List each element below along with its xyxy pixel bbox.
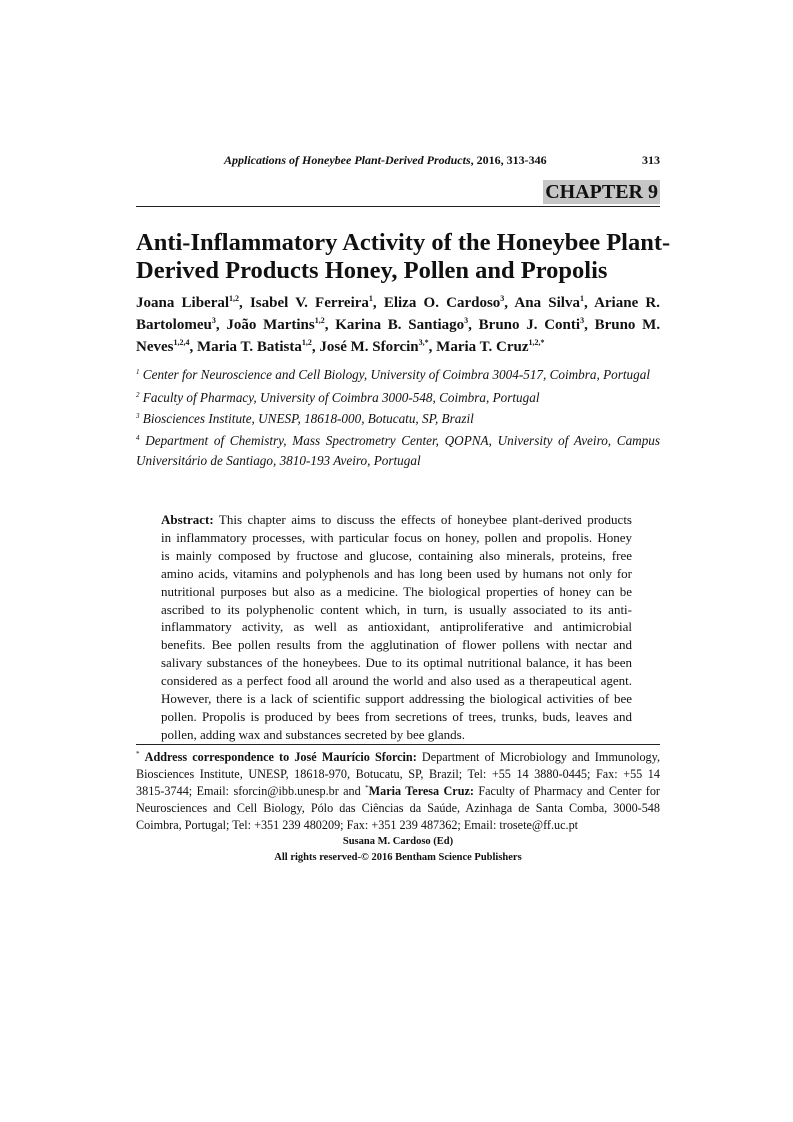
affiliation — [136, 432, 660, 450]
footnote-text: Department of Microbiology and Immunology, — [416, 750, 661, 764]
abstract-text: ascribed to its polyphenolic content which, in turn, is usually associated to its anti- — [161, 601, 632, 617]
affiliation-marker: 3 — [580, 316, 585, 325]
abstract-text: pollen. Propolis is produced by bees from secretions of trees, trunks, buds, leaves and — [161, 708, 632, 724]
author-name: José M. Sforcin — [319, 339, 419, 355]
author-name: Bruno J. Conti — [478, 317, 581, 333]
abstract-line — [161, 636, 632, 654]
affiliation — [136, 366, 650, 384]
abstract-line — [161, 565, 632, 583]
affiliation-marker: 1 — [579, 294, 584, 303]
abstract-text: in inflammatory processes, with particular focus on honey, pollen and propolis. Honey — [161, 529, 632, 545]
correspondence-label: Address correspondence to José Maurício Sforcin: — [144, 750, 417, 764]
book-details: , 2016, 313-346 — [470, 153, 547, 167]
footnote-text: Faculty of Pharmacy and Center for — [473, 784, 660, 798]
abstract-line — [161, 583, 632, 601]
abstract-line — [161, 672, 632, 690]
copyright: All rights reserved-© 2016 Bentham Science Publishers — [274, 852, 522, 863]
affiliation-marker: 3 — [500, 294, 505, 303]
footnote-divider — [136, 744, 660, 745]
affiliation-text: Faculty of Pharmacy, University of Coimbra 3000-548, Coimbra, Portugal — [142, 390, 540, 405]
abstract-text: considered as a perfect food all around the world and also used as a therapeutical agent. — [161, 673, 632, 689]
footnote-text: 3815-3744; Email: sforcin@ibb.unesp.br and — [136, 784, 366, 798]
affiliation-marker: 1,2 — [301, 338, 312, 347]
affiliation-continued: Universitário de Santiago, 3810-193 Aveiro, Portugal — [136, 453, 421, 468]
chapter-title-line: Anti-Inflammatory Activity of the Honeybee Plant- — [136, 229, 671, 256]
separator: , — [239, 295, 250, 311]
footnote-line: Coimbra, Portugal; Tel: +351 239 480209; Fax: +351 239 487362; Email: trosete@ff.uc.pt — [136, 818, 579, 832]
affiliation-marker: 3,* — [418, 338, 429, 347]
abstract-line — [161, 601, 632, 619]
affiliation-marker: 1,2 — [314, 316, 325, 325]
separator: , — [189, 339, 197, 355]
separator: , — [583, 295, 595, 311]
author-name: Neves — [136, 339, 174, 355]
affiliation-text: Biosciences Institute, UNESP, 18618-000, Botucatu, SP, Brazil — [142, 411, 474, 426]
author-name: Maria T. Cruz — [436, 339, 529, 355]
footnote-line — [136, 783, 660, 799]
author-line — [136, 337, 660, 357]
author-name: Maria T. Batista — [197, 339, 302, 355]
author-name: Ariane R. — [594, 295, 660, 311]
abstract-line — [161, 618, 632, 636]
abstract-line — [161, 726, 632, 744]
separator: , — [372, 295, 384, 311]
abstract-line — [161, 511, 632, 529]
abstract-label: Abstract: — [161, 512, 214, 527]
affiliation-marker: 1,2,* — [528, 338, 545, 347]
separator: , — [468, 317, 479, 333]
separator: , — [215, 317, 227, 333]
abstract-line — [161, 690, 632, 708]
abstract-line — [161, 547, 632, 565]
abstract-text: nutritional purposes but also as a medicine. The biological properties of honey can be — [161, 583, 632, 599]
abstract-line — [161, 708, 632, 726]
abstract-text: pollen, adding wax and substances secreted by bee glands. — [161, 726, 465, 742]
affiliation-marker: 3 — [211, 316, 216, 325]
abstract-text: This chapter aims to discuss the effects of honeybee plant-derived products — [213, 512, 632, 527]
separator: , — [584, 317, 595, 333]
separator: , — [311, 339, 320, 355]
affiliation-marker: 1,2,4 — [173, 338, 190, 347]
footnote-line: Biosciences Institute, UNESP, 18618-970, Botucatu, SP, Brazil; Tel: +55 14 3880-0445; Fax: +55 14 — [136, 767, 660, 781]
author-name: Ana Silva — [514, 295, 580, 311]
author-line — [136, 293, 660, 313]
footnote-marker: * — [136, 750, 140, 758]
author-name: Isabel V. Ferreira — [249, 295, 369, 311]
affiliation-marker: 3 — [464, 316, 469, 325]
affiliation-number: 2 — [136, 391, 140, 399]
separator: , — [504, 295, 515, 311]
footnote-line — [136, 749, 660, 765]
affiliation-number: 3 — [136, 412, 140, 420]
author-name: Eliza O. Cardoso — [383, 295, 501, 311]
separator: , — [324, 317, 336, 333]
affiliation — [136, 410, 474, 428]
author-name: Karina B. Santiago — [335, 317, 465, 333]
author-name: Joana Liberal — [136, 295, 230, 311]
page-number: 313 — [642, 153, 660, 167]
abstract-text: inflammatory activity, as well as antioxidant, antiproliferative and antimicrobial — [161, 619, 632, 635]
correspondence-label: Maria Teresa Cruz: — [368, 784, 474, 798]
abstract-line — [161, 529, 632, 547]
abstract-text: benefits. Bee pollen results from the agglutination of flower pollens with nectar and — [161, 637, 632, 653]
footnote-line: Neurosciences and Cell Biology, Pólo das Ciências da Saúde, Azinhaga de Santa Comba, 3000-548 — [136, 801, 660, 815]
author-name: João Martins — [226, 317, 315, 333]
abstract-text: However, there is a lack of scientific support addressing the biological activities of bee — [161, 691, 632, 706]
abstract-line — [161, 654, 632, 672]
chapter-title-line: Derived Products Honey, Pollen and Propolis — [136, 257, 608, 284]
affiliation — [136, 389, 540, 407]
footnote-marker: * — [365, 784, 369, 792]
separator: , — [428, 339, 437, 355]
book-title: Applications of Honeybee Plant-Derived Products — [224, 153, 471, 167]
chapter-label: CHAPTER 9 — [545, 181, 658, 203]
affiliation-number: 1 — [136, 368, 140, 376]
author-name: Bruno M. — [594, 317, 661, 333]
author-name: Bartolomeu — [136, 317, 212, 333]
author-line — [136, 315, 660, 335]
abstract-text: salivary substances of the honeybees. Due to its optimal nutritional balance, it has been — [161, 655, 632, 671]
editor: Susana M. Cardoso (Ed) — [342, 836, 454, 847]
affiliation-text: Center for Neuroscience and Cell Biology, University of Coimbra 3004-517, Coimbra, Portugal — [142, 367, 650, 382]
abstract-text: is mainly composed by fructose and glucose, containing also minerals, proteins, free — [161, 547, 632, 563]
affiliation-number: 4 — [136, 434, 140, 442]
affiliation-marker: 1,2 — [229, 294, 240, 303]
affiliation-text: Department of Chemistry, Mass Spectrometry Center, QOPNA, University of Aveiro, Campus — [145, 433, 661, 448]
divider — [136, 206, 660, 207]
abstract-text: amino acids, vitamins and polyphenols and has long been used by humans not only for — [161, 565, 632, 581]
affiliation-marker: 1 — [368, 294, 373, 303]
